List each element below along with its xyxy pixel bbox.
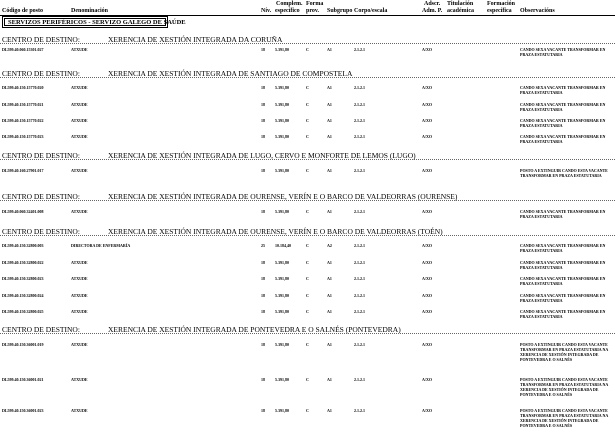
centro-destino-label: CENTRO DE DESTINO: bbox=[2, 325, 80, 334]
row-subgrupo: A1 bbox=[327, 260, 332, 265]
centro-destino-name: XERENCIA DE XESTIÓN INTEGRADA DE LUGO, CERVO E MONFORTE DE LEMOS (LUGO) bbox=[108, 151, 416, 160]
row-observacions: POSTO A EXTINGUIR CANDO ESTA VACANTE TRANSFORMAR EN PRAZA ESTATUTARIA NA XERENCIA DE XESTIÓN INTEGRADA DE PONTEVEDRA E O SALNÉS bbox=[520, 408, 609, 428]
row-observacions: CANDO SEXA VACANTE TRANSFORMAR EN PRAZA ESTATUTARIA bbox=[520, 293, 606, 303]
row-corpo: 2.1.2.1 bbox=[354, 47, 365, 52]
row-subgrupo: A1 bbox=[327, 293, 332, 298]
row-observacions: CANDO SEXA VACANTE TRANSFORMAR EN PRAZA ESTATUTARIA bbox=[520, 85, 606, 95]
row-adscripcion: A/XO bbox=[422, 342, 432, 347]
row-corpo: 2.1.2.1 bbox=[354, 309, 365, 314]
row-observacions: CANDO SEXA VACANTE TRANSFORMAR EN PRAZA ESTATUTARIA bbox=[520, 276, 606, 286]
row-adscripcion: A/XO bbox=[422, 102, 432, 107]
header-forma-top: Forma bbox=[306, 1, 324, 7]
row-complemento: 5.391,80 bbox=[275, 408, 289, 413]
row-complemento: 5.391,80 bbox=[275, 47, 289, 52]
row-corpo: 2.1.2.1 bbox=[354, 85, 365, 90]
row-code: DL599.40.160.27901.017 bbox=[2, 168, 44, 173]
header-formacion-top: Formación bbox=[487, 1, 515, 7]
row-observacions: CANDO SEXA VACANTE TRANSFORMAR EN PRAZA ESTATUTARIA bbox=[520, 209, 606, 219]
row-denominacion: ATXUDE bbox=[71, 47, 88, 52]
row-complemento: 5.391,80 bbox=[275, 102, 289, 107]
row-adscripcion: A/XO bbox=[422, 134, 432, 139]
row-adscripcion: A/XO bbox=[422, 260, 432, 265]
row-forma: C bbox=[306, 118, 309, 123]
row-forma: C bbox=[306, 377, 309, 382]
centro-divider bbox=[0, 200, 615, 201]
row-code: DL599.40.150.36001.021 bbox=[2, 377, 44, 382]
row-code: DL599.40.150.32800.025 bbox=[2, 309, 44, 314]
row-observacions: CANDO SEXA VACANTE TRANSFORMAR EN PRAZA ESTATUTARIA bbox=[520, 260, 606, 270]
row-observacions: CANDO SEXA VACANTE TRANSFORMAR EN PRAZA ESTATUTARIA bbox=[520, 243, 606, 253]
row-code: DL599.40.150.32800.023 bbox=[2, 276, 44, 281]
row-complemento: 5.391,80 bbox=[275, 377, 289, 382]
row-nivel: 18 bbox=[261, 102, 265, 107]
row-corpo: 2.1.2.1 bbox=[354, 408, 365, 413]
row-subgrupo: A1 bbox=[327, 309, 332, 314]
row-corpo: 2.1.2.1 bbox=[354, 102, 365, 107]
row-corpo: 2.1.2.1 bbox=[354, 243, 365, 248]
row-subgrupo: A1 bbox=[327, 276, 332, 281]
row-adscripcion: A/XO bbox=[422, 377, 432, 382]
row-observacions: CANDO SEXA VACANTE TRANSFORMAR EN PRAZA ESTATUTARIA bbox=[520, 309, 606, 319]
row-denominacion: ATXUDE bbox=[71, 377, 88, 382]
row-nivel: 18 bbox=[261, 209, 265, 214]
row-complemento: 5.391,80 bbox=[275, 276, 289, 281]
row-code: DL599.40.150.36001.019 bbox=[2, 342, 44, 347]
row-corpo: 2.1.2.1 bbox=[354, 377, 365, 382]
header-adscr-bottom: Adm. P. bbox=[422, 8, 443, 14]
row-forma: C bbox=[306, 293, 309, 298]
row-forma: C bbox=[306, 342, 309, 347]
header-observacions: Observacións bbox=[520, 8, 555, 14]
row-nivel: 18 bbox=[261, 134, 265, 139]
row-complemento: 5.391,80 bbox=[275, 168, 289, 173]
centro-destino-name: XERENCIA DE XESTIÓN INTEGRADA DE OURENSE, VERÍN E O BARCO DE VALDEORRAS (OURENSE) bbox=[108, 192, 458, 201]
row-denominacion: ATXUDE bbox=[71, 293, 88, 298]
row-complemento: 5.391,80 bbox=[275, 134, 289, 139]
row-adscripcion: A/XO bbox=[422, 168, 432, 173]
row-subgrupo: A1 bbox=[327, 342, 332, 347]
centro-destino-label: CENTRO DE DESTINO: bbox=[2, 151, 80, 160]
row-forma: C bbox=[306, 168, 309, 173]
row-corpo: 2.1.2.1 bbox=[354, 293, 365, 298]
row-nivel: 18 bbox=[261, 168, 265, 173]
row-forma: C bbox=[306, 309, 309, 314]
row-adscripcion: A/XO bbox=[422, 309, 432, 314]
centro-destino-label: CENTRO DE DESTINO: bbox=[2, 227, 80, 236]
row-observacions: POSTO A EXTINGUIR CANDO ESTA VACANTE TRANSFORMAR EN PRAZA ESTATUTARIA NA XERENCIA DE XESTIÓN INTEGRADA DE PONTEVEDRA E O SALNÉS bbox=[520, 377, 609, 397]
row-nivel: 18 bbox=[261, 260, 265, 265]
row-forma: C bbox=[306, 209, 309, 214]
row-code: DL599.40.150.15770.021 bbox=[2, 102, 44, 107]
row-adscripcion: A/XO bbox=[422, 118, 432, 123]
row-nivel: 18 bbox=[261, 85, 265, 90]
centro-destino-name: XERENCIA DE XESTIÓN INTEGRADA DE SANTIAGO DE COMPOSTELA bbox=[108, 69, 353, 78]
row-denominacion: ATXUDE bbox=[71, 134, 88, 139]
row-denominacion: ATXUDE bbox=[71, 309, 88, 314]
centro-divider bbox=[0, 159, 615, 160]
row-subgrupo: A1 bbox=[327, 408, 332, 413]
header-corpo: Corpo/escala bbox=[354, 8, 388, 14]
row-denominacion: ATXUDE bbox=[71, 260, 88, 265]
row-adscripcion: A/XO bbox=[422, 276, 432, 281]
header-nivel: Nív. bbox=[261, 8, 272, 14]
row-complemento: 5.391,80 bbox=[275, 342, 289, 347]
header-subgrupo: Subgrupo bbox=[327, 8, 353, 14]
row-complemento: 10.184,40 bbox=[275, 243, 291, 248]
header-complem-bottom: específico bbox=[275, 8, 300, 14]
row-adscripcion: A/XO bbox=[422, 47, 432, 52]
centro-destino-label: CENTRO DE DESTINO: bbox=[2, 69, 80, 78]
row-complemento: 5.391,80 bbox=[275, 118, 289, 123]
row-nivel: 18 bbox=[261, 408, 265, 413]
header-titulacion-bottom: académica bbox=[447, 8, 474, 14]
header-adscr-top: Adscr. bbox=[424, 1, 441, 7]
row-subgrupo: A1 bbox=[327, 118, 332, 123]
row-nivel: 18 bbox=[261, 276, 265, 281]
row-forma: C bbox=[306, 260, 309, 265]
centro-destino-name: XERENCIA DE XESTIÓN INTEGRADA DE PONTEVEDRA E O SALNÉS (PONTEVEDRA) bbox=[108, 325, 401, 334]
row-forma: C bbox=[306, 102, 309, 107]
row-code: DL599.40.060.15301.027 bbox=[2, 47, 44, 52]
row-adscripcion: A/XO bbox=[422, 209, 432, 214]
row-denominacion: ATXUDE bbox=[71, 168, 88, 173]
header-complem-top: Complem. bbox=[276, 1, 303, 7]
row-corpo: 2.1.2.1 bbox=[354, 276, 365, 281]
row-nivel: 25 bbox=[261, 243, 265, 248]
row-complemento: 5.391,80 bbox=[275, 85, 289, 90]
row-denominacion: ATXUDE bbox=[71, 209, 88, 214]
row-observacions: CANDO SEXA VACANTE TRANSFORMAR EN PRAZA ESTATUTARIA bbox=[520, 47, 606, 57]
row-code: DL599.40.150.32800.022 bbox=[2, 260, 44, 265]
header-denominacion: Denominación bbox=[71, 8, 109, 14]
row-adscripcion: A/XO bbox=[422, 408, 432, 413]
row-subgrupo: A1 bbox=[327, 377, 332, 382]
row-subgrupo: A1 bbox=[327, 134, 332, 139]
row-code: DL599.40.150.15770.020 bbox=[2, 85, 44, 90]
centro-divider bbox=[0, 43, 615, 44]
row-nivel: 18 bbox=[261, 293, 265, 298]
row-code: DL599.40.150.32800.003 bbox=[2, 243, 44, 248]
row-observacions: CANDO SEXA VACANTE TRANSFORMAR EN PRAZA ESTATUTARIA bbox=[520, 118, 606, 128]
row-nivel: 18 bbox=[261, 47, 265, 52]
row-observacions: POSTO A EXTINGUIR CANDO ESTA VACANTE TRANSFORMAR EN PRAZA ESTATUTARIA NA XERENCIA DE XESTIÓN INTEGRADA DE PONTEVEDRA E O SALNÉS bbox=[520, 342, 609, 362]
row-corpo: 2.1.2.1 bbox=[354, 168, 365, 173]
centro-divider bbox=[0, 235, 615, 236]
row-forma: C bbox=[306, 85, 309, 90]
row-subgrupo: A1 bbox=[327, 102, 332, 107]
centro-destino-label: CENTRO DE DESTINO: bbox=[2, 35, 80, 44]
row-complemento: 5.391,80 bbox=[275, 260, 289, 265]
centro-divider bbox=[0, 333, 615, 334]
row-denominacion: ATXUDE bbox=[71, 85, 88, 90]
row-nivel: 18 bbox=[261, 342, 265, 347]
row-adscripcion: A/XO bbox=[422, 293, 432, 298]
row-code: DL599.40.150.15770.023 bbox=[2, 134, 44, 139]
centro-destino-name: XERENCIA DE XESTIÓN INTEGRADA DE OURENSE, VERÍN E O BARCO DE VALDEORRAS (TOÉN) bbox=[108, 227, 443, 236]
row-forma: C bbox=[306, 408, 309, 413]
row-forma: C bbox=[306, 134, 309, 139]
row-forma: C bbox=[306, 243, 309, 248]
header-formacion-bottom: específica bbox=[487, 8, 512, 14]
row-corpo: 2.1.2.1 bbox=[354, 260, 365, 265]
row-adscripcion: A/XO bbox=[422, 85, 432, 90]
section-title: SERVIZOS PERIFÉRICOS - SERVIZO GALEGO DE SAÚDE bbox=[4, 18, 166, 26]
row-complemento: 5.391,80 bbox=[275, 293, 289, 298]
row-subgrupo: A1 bbox=[327, 209, 332, 214]
row-corpo: 2.1.2.1 bbox=[354, 134, 365, 139]
row-corpo: 2.1.2.1 bbox=[354, 342, 365, 347]
row-code: DL599.40.150.15770.022 bbox=[2, 118, 44, 123]
centro-destino-label: CENTRO DE DESTINO: bbox=[2, 192, 80, 201]
row-code: DL599.40.060.32401.008 bbox=[2, 209, 44, 214]
row-corpo: 2.1.2.1 bbox=[354, 209, 365, 214]
row-denominacion: ATXUDE bbox=[71, 408, 88, 413]
header-forma-bottom: prov. bbox=[306, 8, 320, 14]
row-adscripcion: A/XO bbox=[422, 243, 432, 248]
row-observacions: CANDO SEXA VACANTE TRANSFORMAR EN PRAZA ESTATUTARIA bbox=[520, 102, 606, 112]
row-denominacion: ATXUDE bbox=[71, 102, 88, 107]
row-nivel: 18 bbox=[261, 118, 265, 123]
row-forma: C bbox=[306, 47, 309, 52]
row-observacions: CANDO SEXA VACANTE TRANSFORMAR EN PRAZA ESTATUTARIA bbox=[520, 134, 606, 144]
row-denominacion: ATXUDE bbox=[71, 276, 88, 281]
row-subgrupo: A1 bbox=[327, 85, 332, 90]
row-nivel: 18 bbox=[261, 309, 265, 314]
header-codigo: Código de posto bbox=[2, 8, 44, 14]
row-subgrupo: A2 bbox=[327, 243, 332, 248]
row-subgrupo: A1 bbox=[327, 168, 332, 173]
header-titulacion-top: Titulación bbox=[447, 1, 474, 7]
row-denominacion: DIRECTORA DE ENFERMARÍA bbox=[71, 243, 131, 248]
row-subgrupo: A1 bbox=[327, 47, 332, 52]
row-corpo: 2.1.2.1 bbox=[354, 118, 365, 123]
centro-divider bbox=[0, 77, 615, 78]
row-complemento: 5.391,80 bbox=[275, 209, 289, 214]
row-forma: C bbox=[306, 276, 309, 281]
row-nivel: 18 bbox=[261, 377, 265, 382]
row-denominacion: ATXUDE bbox=[71, 342, 88, 347]
row-code: DL599.40.150.36001.023 bbox=[2, 408, 44, 413]
section-title-box bbox=[2, 16, 186, 28]
row-complemento: 5.391,80 bbox=[275, 309, 289, 314]
centro-destino-name: XERENCIA DE XESTIÓN INTEGRADA DA CORUÑA bbox=[108, 35, 283, 44]
row-denominacion: ATXUDE bbox=[71, 118, 88, 123]
row-code: DL599.40.150.32800.024 bbox=[2, 293, 44, 298]
row-observacions: POSTO A EXTINGUIR CANDO ESTA VACANTE TRANSFORMAR EN PRAZA ESTATUTARIA bbox=[520, 168, 608, 178]
